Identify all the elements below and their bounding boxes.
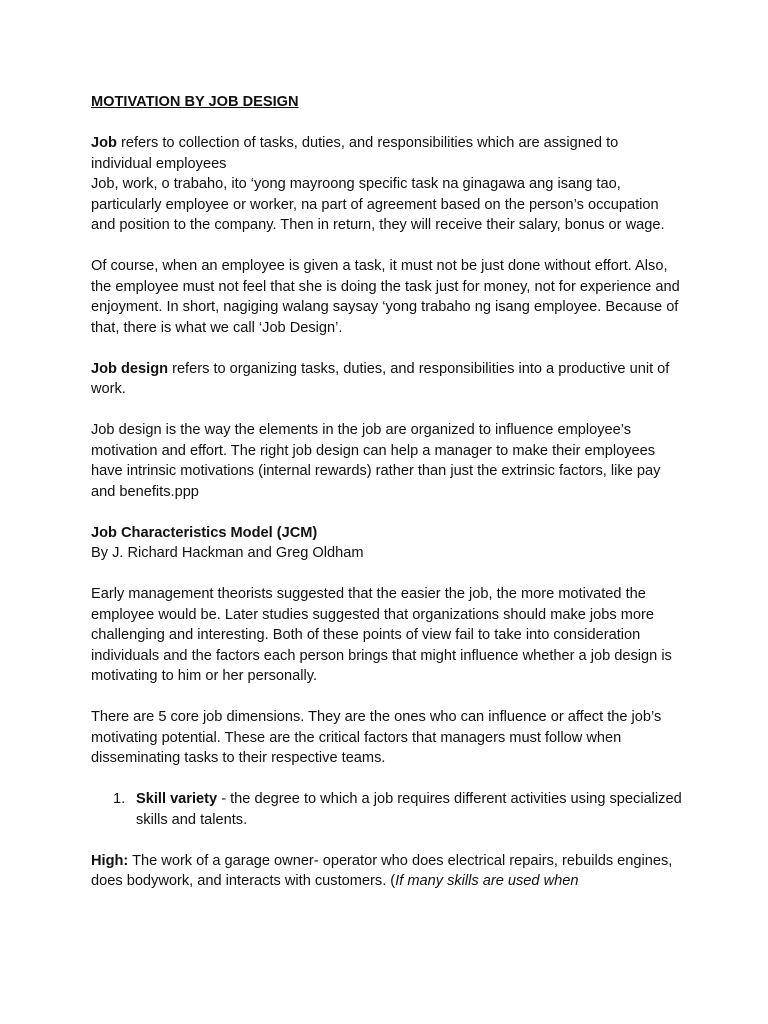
document-body	[91, 92, 683, 912]
list-item-body	[136, 789, 683, 830]
job-definition	[91, 133, 683, 174]
jcm-heading-block	[91, 523, 683, 564]
title-text: MOTIVATION BY JOB DESIGN	[91, 94, 299, 110]
skill-variety-text: - the degree to which a job requires different activities using specialized skills and talents.	[136, 791, 682, 828]
high-italic-text: If many skills are used when	[395, 873, 579, 889]
list-item-number: 1.	[113, 791, 126, 807]
job-design-definition-text: refers to organizing tasks, duties, and responsibilities into a productive unit of work.	[91, 360, 670, 397]
jcm-heading: Job Characteristics Model (JCM)	[91, 524, 318, 541]
high-text: The work of a garage owner- operator who does electrical repairs, rebuilds engines, does bodywork, and interacts with customers. (	[91, 852, 673, 889]
job-tagalog-paragraph: Job, work, o trabaho, ito ‘yong mayroong specific task na ginagawa ang isang tao, particularly employee or worker, na part of agreement based on the person’s occupation and position to the company. Then in return, they will receive their salary, bonus or wage.	[91, 176, 665, 233]
job-design-term: Job design	[91, 360, 169, 377]
document-title	[91, 92, 683, 113]
high-label: High:	[91, 852, 129, 869]
jcm-authors: By J. Richard Hackman and Greg Oldham	[91, 545, 364, 561]
elements-paragraph: Job design is the way the elements in the job are organized to influence employee’s motivation and effort. The right job design can help a manager to make their employees have intrinsic motivations (internal rewards) rather than just the extrinsic factors, like pay and benefits.ppp	[91, 422, 661, 500]
early-theorists-paragraph: Early management theorists suggested that the easier the job, the more motivated the employee would be. Later studies suggested that organizations should make jobs more challenging and interesting. Both of these points of view fail to take into consideration individuals and the factors each person brings that might influence whether a job design is motivating to him or her personally.	[91, 586, 672, 684]
list-item	[91, 789, 683, 830]
high-example-paragraph	[91, 851, 683, 892]
job-term: Job	[91, 135, 117, 151]
job-design-definition	[91, 359, 683, 400]
skill-variety-term: Skill variety	[136, 791, 218, 807]
core-dimensions-paragraph: There are 5 core job dimensions. They are the ones who can influence or affect the job’s motivating potential. These are the critical factors that managers must follow when disseminating tasks to their respective teams.	[91, 709, 662, 766]
job-definition-text: refers to collection of tasks, duties, and responsibilities which are assigned to individual employees	[91, 135, 619, 172]
effort-paragraph: Of course, when an employee is given a task, it must not be just done without effort. Also, the employee must not feel that she is doing the task just for money, not for experience and enjoyment. In short, nagiging walang saysay ‘yong trabaho ng isang employee. Because of that, there is what we call ‘Job Design’.	[91, 258, 680, 336]
